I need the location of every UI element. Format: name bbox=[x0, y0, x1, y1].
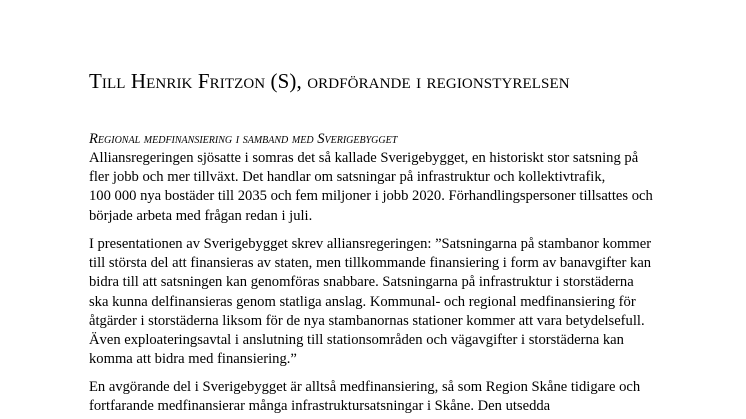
paragraph-line: fortfarande medfinansierar många infrastruktursatsningar i Skåne. Den utsedda bbox=[89, 398, 551, 415]
paragraph-1 bbox=[89, 149, 709, 226]
letter-title-text: Till Henrik Fritzon (S), ordförande i regionstyrelsen bbox=[89, 69, 570, 93]
letter-title bbox=[89, 68, 570, 94]
paragraph-line: Även exploateringsavtal i anslutning till stationsområden och vägavgifter i storstäderna kan bbox=[89, 331, 624, 348]
paragraph-line: komma att bidra med finansiering.” bbox=[89, 351, 297, 368]
paragraph-line: En avgörande del i Sverigebygget är alltså medfinansiering, så som Region Skåne tidigare och bbox=[89, 379, 641, 395]
paragraph-line: fler jobb och mer tillväxt. Det handlar om satsningar på infrastruktur och kollektivtrafik, bbox=[89, 169, 606, 186]
paragraph-line: började arbeta med frågan redan i juli. bbox=[89, 207, 313, 224]
paragraph-line: 100 000 nya bostäder till 2035 och fem miljoner i jobb 2020. Förhandlingspersoner tillsattes och bbox=[89, 188, 653, 205]
paragraph-line: Alliansregeringen sjösatte i somras det så kallade Sverigebygget, en historiskt stor satsning på bbox=[89, 150, 639, 166]
paragraph-line: bidra till att satsningen kan genomföras snabbare. Satsningarna på infrastruktur i storstäderna bbox=[89, 274, 634, 291]
paragraph-3 bbox=[89, 378, 709, 416]
paragraph-line: I presentationen av Sverigebygget skrev alliansregeringen: ”Satsningarna på stambanor kommer bbox=[89, 236, 652, 252]
paragraph-line: åtgärder i storstäderna liksom för de nya stambanornas stationer kommer att vara betydelsefull. bbox=[89, 312, 645, 329]
section-heading: Regional medfinansiering i samband med Sverigebygget bbox=[89, 131, 398, 147]
paragraph-2 bbox=[89, 235, 709, 369]
paragraph-line: till största del att finansieras av staten, men tillkommande finansiering i form av banavgifter kan bbox=[89, 255, 652, 272]
paragraph-line: ska kunna delfinansieras genom statliga anslag. Kommunal- och regional medfinansiering för bbox=[89, 293, 636, 310]
